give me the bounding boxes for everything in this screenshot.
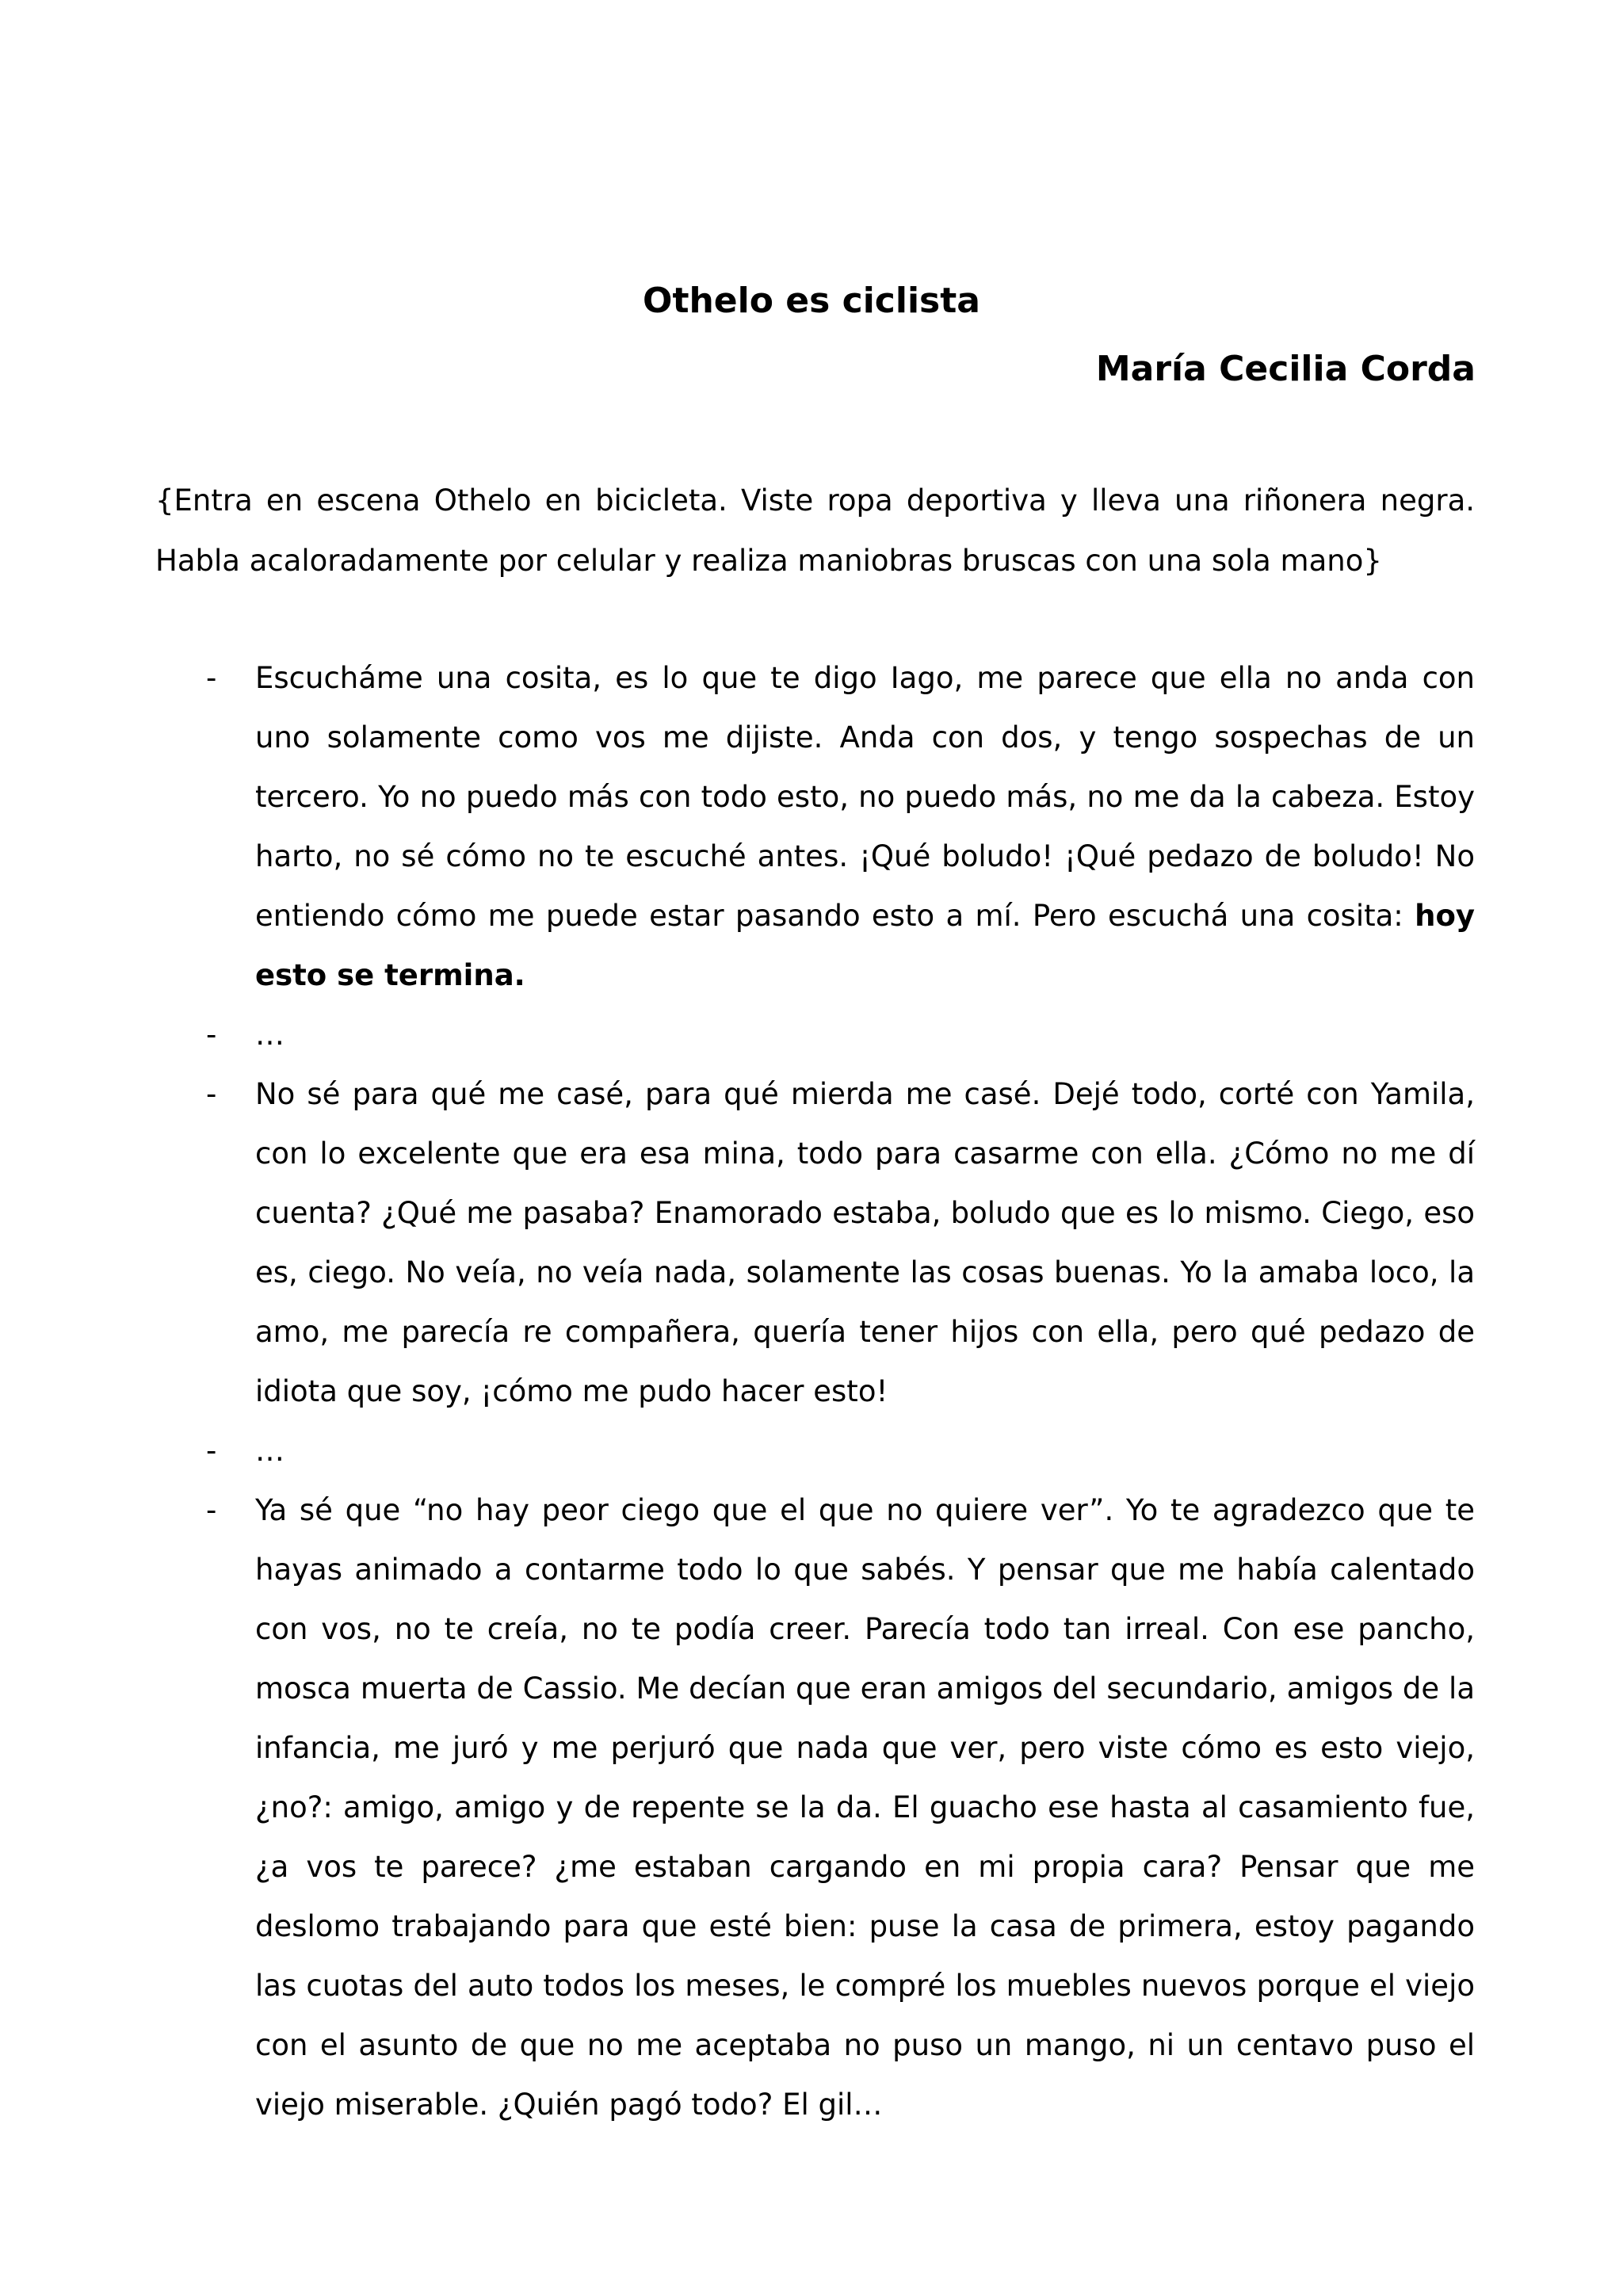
dialogue-text: Ya sé que “no hay peor ciego que el que no quiere ver”. Yo te agradezco que te hayas animado a contarme todo lo que sabés. Y pensar que me había calentado con vos, no te creía, no te podía creer. Parecía todo tan irreal. Con ese pancho, mosca muerta de Cassio. Me decían que eran amigos del secundario, amigos de la infancia, me juró y me perjuró que nada que ver, pero viste cómo es esto viejo, ¿no?: amigo, amigo y de repente se la da. El guacho ese hasta al casamiento fue, ¿a vos te parece? ¿me estaban cargando en mi propia cara? Pensar que me deslomo trabajando para que esté bien: puse la casa de primera, estoy pagando las cuotas del auto todos los meses, le compré los muebles nuevos porque el viejo con el asunto de que no me aceptaba no puso un mango, ni un centavo puso el viejo miserable. ¿Quién pagó todo? El gil… (255, 1493, 1475, 2122)
dialogue-text-bold: hoy esto se termina. (255, 899, 1475, 992)
dialogue-text (255, 648, 1475, 1005)
stage-direction: {Entra en escena Othelo en bicicleta. Viste ropa deportiva y lleva una riñonera negra. Habla acaloradamente por celular y realiza maniobras bruscas con una sola mano} (155, 483, 1475, 578)
dialogue-dash: - (206, 1018, 217, 1052)
document-title: Othelo es ciclista (643, 281, 980, 321)
dialogue-line (155, 648, 1475, 1005)
dialogue-text-regular: Escucháme una cosita, es lo que te digo Iago, me parece que ella no anda con uno solamente como vos me dijiste. Anda con dos, y tengo sospechas de un tercero. Yo no puedo más con todo esto, no puedo más, no me da la cabeza. Estoy harto, no sé cómo no te escuché antes. ¡Qué boludo! ¡Qué pedazo de boludo! No entiendo cómo me puede estar pasando esto a mí. Pero escuchá una cosita: (255, 661, 1475, 933)
dialogue-dash: - (206, 661, 217, 695)
dialogue-text: … (255, 1018, 285, 1052)
document-author: María Cecilia Corda (1095, 349, 1476, 389)
dialogue-text: No sé para qué me casé, para qué mierda me casé. Dejé todo, corté con Yamila, con lo excelente que era esa mina, todo para casarme con ella. ¿Cómo no me dí cuenta? ¿Qué me pasaba? Enamorado estaba, boludo que es lo mismo. Ciego, eso es, ciego. No veía, no veía nada, solamente las cosas buenas. Yo la amaba loco, la amo, me parecía re compañera, quería tener hijos con ella, pero qué pedazo de idiota que soy, ¡cómo me pudo hacer esto! (255, 1077, 1475, 1408)
dialogue-dash: - (206, 1077, 217, 1111)
dialogue-line (155, 1005, 1475, 1064)
dialogue-line (155, 1421, 1475, 1480)
dialogue-text: … (255, 1434, 285, 1468)
dialogue-list (155, 648, 1475, 2134)
dialogue-dash: - (206, 1493, 217, 1527)
dialogue-dash: - (206, 1434, 217, 1468)
dialogue-line (155, 1480, 1475, 2134)
dialogue-line (155, 1064, 1475, 1421)
